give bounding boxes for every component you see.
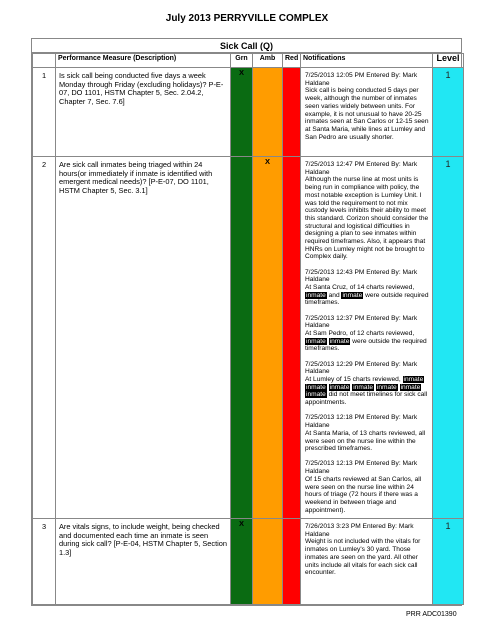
notification-entry: 7/25/2013 12:29 PM Entered By: Mark Haldane At Lumley of 15 charts reviewed, inmate inmate inmate inmate inmate inmate inmate did not meet timelines for sick call appointments. [305,360,428,407]
bates-number: PRR ADC01390 [406,611,457,618]
status-red [283,157,301,519]
notifications-cell [301,68,433,157]
redaction: inmate [342,291,363,299]
header-level: Level [433,54,464,68]
notification-entry: 7/25/2013 12:18 PM Entered By: Mark Haldane At Santa Maria, of 13 charts reviewed, all were seen on the nurse line within the prescribed timeframes. [305,414,426,453]
status-amber [253,68,283,157]
notification-entry: 7/25/2013 12:05 PM Entered By: Mark Haldane Sick call is being conducted 5 days per week, although the number of inmates seen varies widely between units. For example, it is not unusual to have 20-25 inmates seen at San Carlos or 12-15 seen at Santa Maria, while lines at Lumley and San Pedro are usually shorter. [305,72,429,141]
status-green: X [231,68,253,157]
header-num [33,54,56,68]
notifications-cell [301,519,433,605]
redaction: inmate [329,383,350,391]
measures-table [32,53,464,605]
redaction: inmate [353,383,374,391]
redaction: inmate [306,383,326,391]
status-amber [253,519,283,605]
section-title: Sick Call (Q) [32,39,461,53]
measure-row [33,157,464,519]
status-amber: X [253,157,283,519]
redaction: inmate [403,376,424,384]
status-green: X [231,519,253,605]
performance-measure: Are sick call inmates being triaged within 24 hours(or immediately if inmate is identified with emergent medical needs)? [P-E-07, DO 1101, HSTM Chapter 5, Sec. 3.1] [56,157,231,519]
redaction: inmate [306,337,326,345]
notifications-cell [301,157,433,519]
redaction: inmate [329,337,350,345]
status-green [231,157,253,519]
header-grn: Grn [231,54,253,68]
level-value: 1 [433,157,464,519]
level-value: 1 [433,519,464,605]
measure-row [33,519,464,605]
row-number: 3 [33,519,56,605]
header-row [33,54,464,68]
row-number: 2 [33,157,56,519]
notification-entry: 7/25/2013 12:47 PM Entered By: Mark Haldane Although the nurse line at most units is being run in compliance with policy, the most notable exception is Lumley Unit. I was told the requirement to not mix custody levels inhibits their ability to meet this standard. Corizon should consider the structural and logistical difficulties in designing a plan to see inmates within required timeframes. Also, it appears that HNRs on Lumley might not be brought to Complex daily. [305,161,429,261]
level-value: 1 [433,68,464,157]
notification-entry: 7/25/2013 12:13 PM Entered By: Mark Haldane Of 15 charts reviewed at San Carlos, all were seen on the nurse line within 24 hours of triage (72 hours if there was a weekend in between triage and appointment). [305,460,422,514]
notification-entry: 7/26/2013 3:23 PM Entered By: Mark Haldane Weight is not included with the vitals for inmates on Lumley's 30 yard. Those inmates are seen on the yard. All other units include all vitals for each sick call encounter. [305,523,421,577]
status-red [283,519,301,605]
header-red: Red [283,54,301,68]
page-title: July 2013 PERRYVILLE COMPLEX [165,13,329,24]
report-sheet [31,38,462,606]
redaction: inmate [306,291,326,299]
notification-entry: 7/25/2013 12:43 PM Entered By: Mark Haldane At Santa Cruz, of 14 charts reviewed, inmate and inmate were outside required timeframes. [305,268,429,307]
redaction: inmate [306,391,326,399]
performance-measure: Is sick call being conducted five days a week Monday through Friday (excluding holidays)? P-E-07, DO 1101, HSTM Chapter 5, Sec. 2.04.2, Chapter 7, Sec. 7.6] [56,68,231,157]
notification-entry: 7/25/2013 12:37 PM Entered By: Mark Haldane At Sam Pedro, of 12 charts reviewed, inmate inmate were outside the required timeframes. [305,314,427,353]
header-notifications: Notifications [301,54,433,68]
measure-row [33,68,464,157]
header-amb: Amb [253,54,283,68]
performance-measure: Are vitals signs, to include weight, being checked and documented each time an inmate is seen during sick call? [P-E-04, HSTM Chapter 5, Section 1.3] [56,519,231,605]
status-red [283,68,301,157]
redaction: inmate [376,383,397,391]
row-number: 1 [33,68,56,157]
redaction: inmate [400,383,421,391]
header-measure: Performance Measure (Description) [56,54,231,68]
